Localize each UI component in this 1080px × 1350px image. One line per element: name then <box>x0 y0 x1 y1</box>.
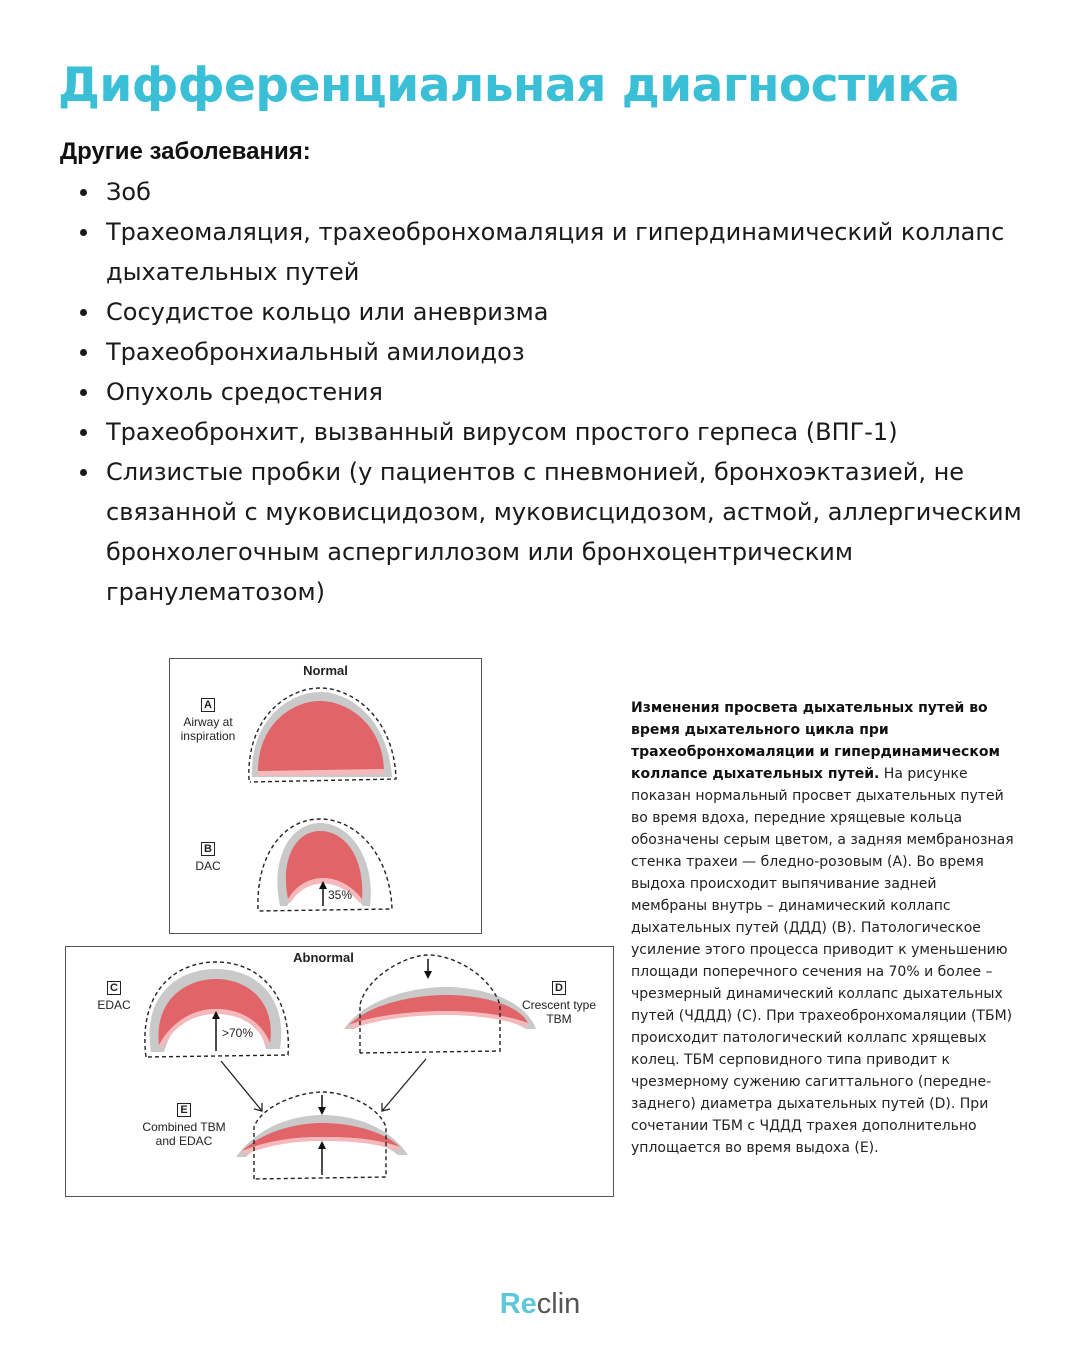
figure-caption <box>631 697 1016 1159</box>
page-title: Дифференциальная диагностика <box>58 58 960 113</box>
label-b: B DAC <box>195 843 221 873</box>
label-c: C EDAC <box>97 982 131 1012</box>
figure-normal-panel <box>169 658 482 934</box>
figure-abnormal-panel <box>65 946 614 1197</box>
brand-logo: Reclin <box>499 1288 581 1320</box>
section-subtitle: Другие заболевания: <box>60 138 311 165</box>
caption-bold: Изменения просвета дыхательных путей во время дыхательного цикла при трахеобронхомаляции и гипердинамическом коллапсе дыхательных путей. <box>631 700 1000 782</box>
label-a: A Airway at inspiration <box>180 699 236 743</box>
percent-35: 35% <box>328 888 353 902</box>
letter-e-badge: E <box>177 1103 190 1117</box>
caption-text: На рисунке показан нормальный просвет дыхательных путей во время вдоха, передние хрящевые кольца обозначены серым цветом, а задняя мембранозная стенка трахеи — бледно-розовым (A). Во время выдоха происходит выпячивание задней мембраны внутрь – динамический коллапс дыхательных путей (ДДД) (B). Патологическое усиление этого процесса приводит к уменьшению площади поперечного сечения на 70% и более – чрезмерный динамический коллапс дыхательных путей (ЧДДД) (C). При трахеобронхомаляции (ТБМ) происходит патологический коллапс хрящевых колец. ТБМ серповидного типа приводит к чрезмерному сужению сагиттального (передне-заднего) диаметра дыхательных путей (D). При сочетании ТБМ с ЧДДД трахея дополнительно уплощается во время выдоха (E). <box>631 766 1014 1156</box>
letter-b-badge: B <box>201 842 215 856</box>
letter-d-badge: D <box>552 981 566 995</box>
percent-70: >70% <box>222 1026 254 1040</box>
list-item: Трахеобронхит, вызванный вирусом простого герпеса (ВПГ-1) <box>106 412 1066 452</box>
label-d: D Crescent type TBM <box>521 982 597 1026</box>
list-item: Опухоль средостения <box>106 372 1066 412</box>
list-item: Слизистые пробки (у пациентов с пневмонией, бронхоэктазией, не связанной с муковисцидозом, муковисцидозом, астмой, аллергическим бронхолегочным аспергиллозом или бронхоцентрическим гранулематозом) <box>106 452 1066 612</box>
letter-a-badge: A <box>201 698 215 712</box>
abnormal-heading: Abnormal <box>293 950 354 965</box>
list-item: Трахеобронхиальный амилоидоз <box>106 332 1066 372</box>
letter-c-badge: C <box>107 981 121 995</box>
diseases-list <box>60 172 1066 612</box>
normal-heading: Normal <box>303 663 348 678</box>
list-item: Трахеомаляция, трахеобронхомаляция и гипердинамический коллапс дыхательных путей <box>106 212 1066 292</box>
list-item: Сосудистое кольцо или аневризма <box>106 292 1066 332</box>
list-item: Зоб <box>106 172 1066 212</box>
label-e: E Combined TBM and EDAC <box>142 1104 226 1148</box>
